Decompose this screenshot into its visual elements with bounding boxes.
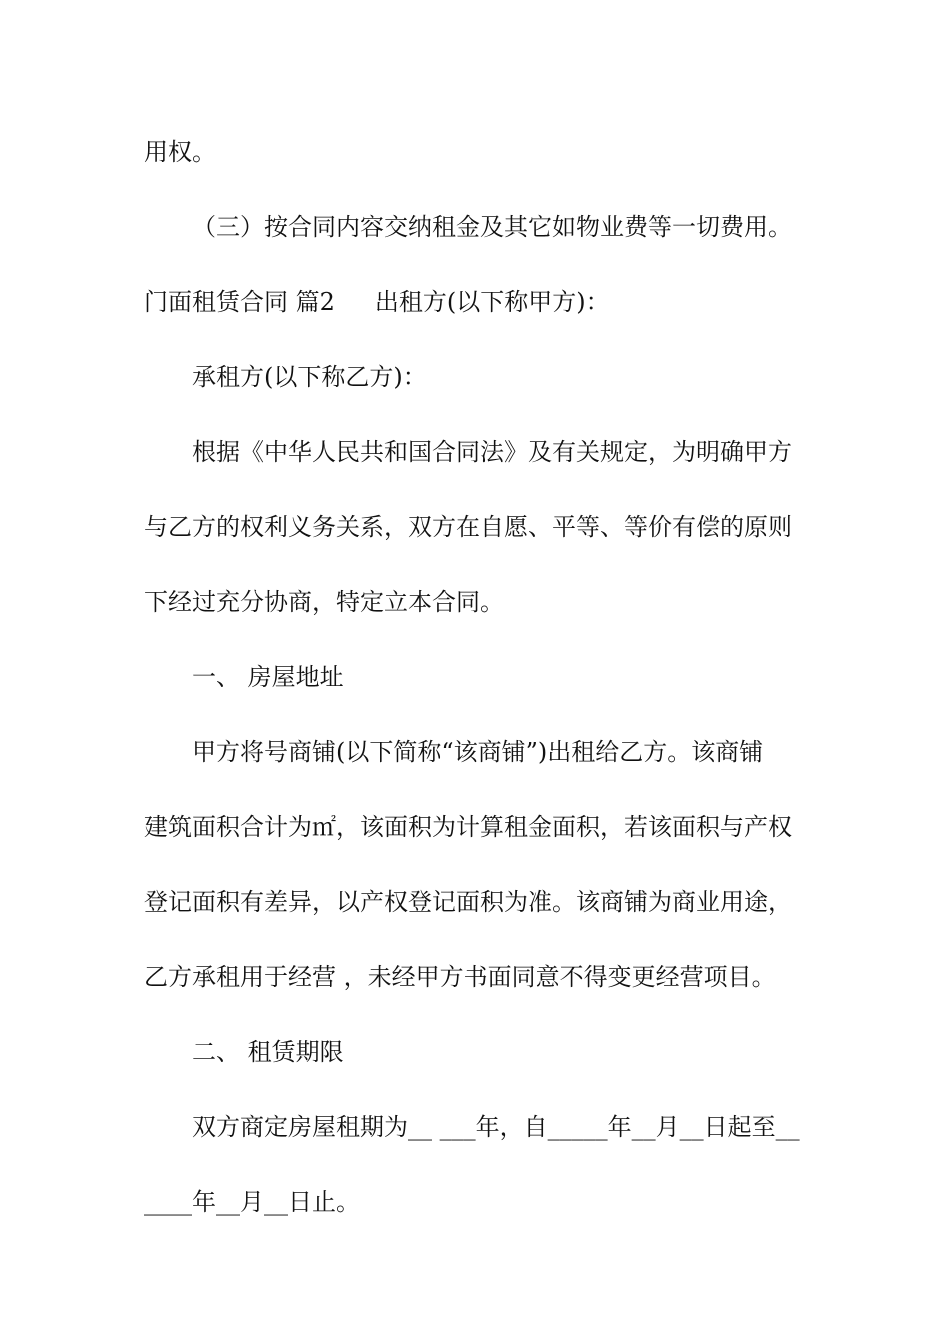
paragraph-line: 与乙方的权利义务关系，双方在自愿、平等、等价有偿的原则 — [144, 513, 792, 541]
contract-title: 门面租赁合同 篇2 — [144, 288, 335, 316]
paragraph-line: 双方商定房屋租期为__ ___年，自_____年__月__日起至__ — [192, 1113, 800, 1141]
section-heading: 二、 租赁期限 — [192, 1038, 344, 1066]
lessor-label: 出租方(以下称甲方)： — [374, 288, 610, 316]
lessee-label: 承租方(以下称乙方)： — [192, 363, 427, 391]
paragraph-line: （三）按合同内容交纳租金及其它如物业费等一切费用。 — [192, 213, 792, 241]
section-heading-line — [144, 286, 824, 318]
paragraph-line: 乙方承租用于经营 ，未经甲方书面同意不得变更经营项目。 — [144, 963, 776, 991]
paragraph-line: 根据《中华人民共和国合同法》及有关规定，为明确甲方 — [192, 438, 792, 466]
paragraph-line: 用权。 — [144, 138, 216, 166]
paragraph-line: 下经过充分协商，特定立本合同。 — [144, 588, 504, 616]
paragraph-line: 建筑面积合计为㎡，该面积为计算租金面积，若该面积与产权 — [144, 813, 792, 841]
paragraph-line: ____年__月__日止。 — [144, 1188, 360, 1216]
paragraph-line: 甲方将号商铺(以下简称“该商铺”)出租给乙方。该商铺 — [192, 738, 764, 766]
section-heading: 一、 房屋地址 — [192, 663, 344, 691]
paragraph-line: 登记面积有差异，以产权登记面积为准。该商铺为商业用途， — [144, 888, 792, 916]
